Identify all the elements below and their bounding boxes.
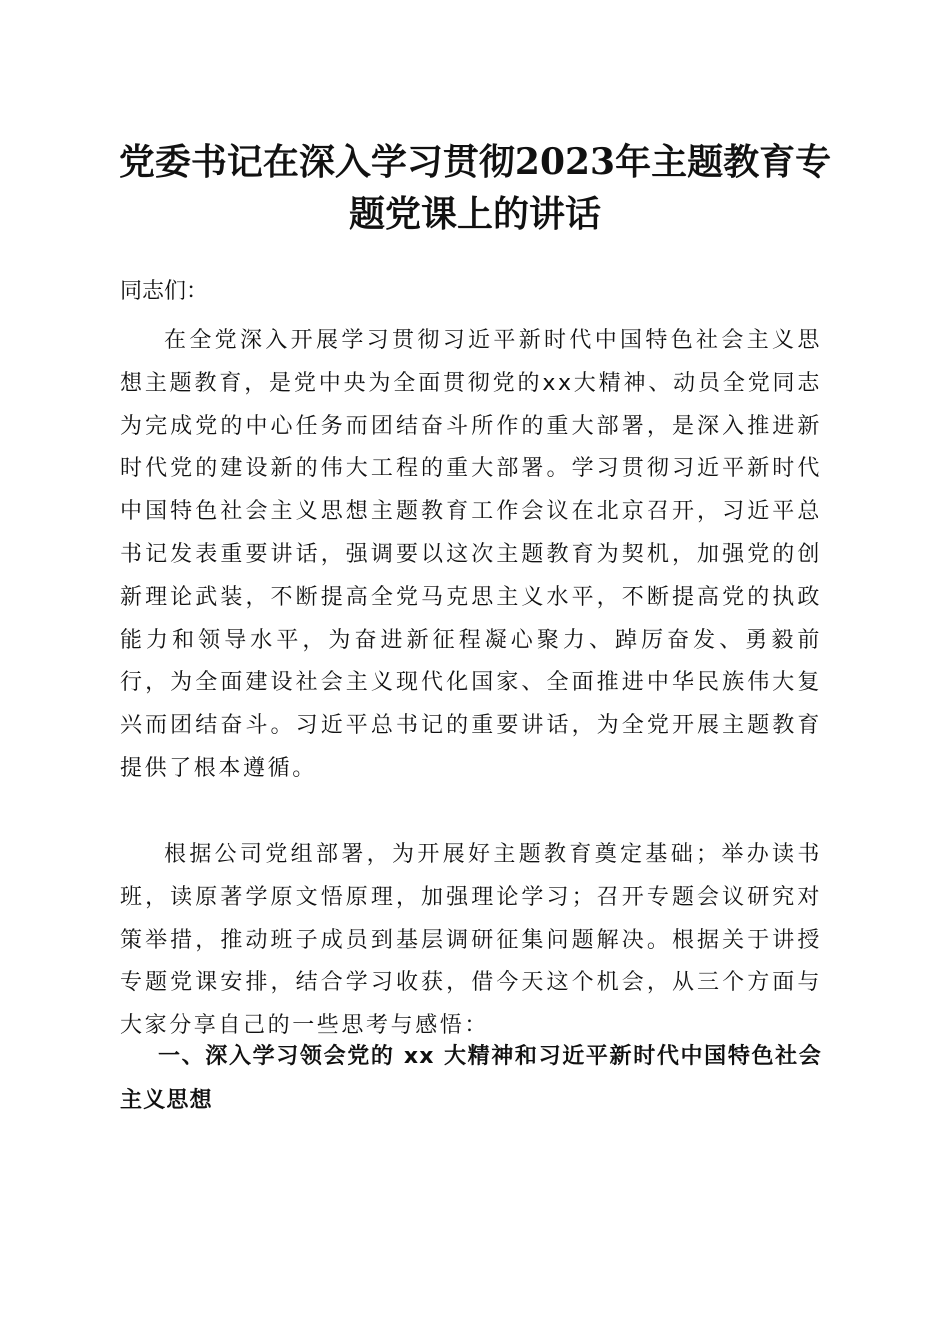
section-heading-1: 一、深入学习领会党的 xx 大精神和习近平新时代中国特色社会主义思想 (120, 1044, 822, 1113)
body-paragraph-1: 在全党深入开展学习贯彻习近平新时代中国特色社会主义思想主题教育，是党中央为全面贯彻党的xx大精神、动员全党同志为完成党的中心任务而团结奋斗所作的重大部署，是深入推进新时代党的建设新的伟大工程的重大部署。学习贯彻习近平新时代中国特色社会主义思想主题教育工作会议在北京召开，习近平总书记发表重要讲话，强调要以这次主题教育为契机，加强党的创新理论武装，不断提高全党马克思主义水平，不断提高党的执政能力和领导水平，为奋进新征程凝心聚力、踔厉奋发、勇毅前行，为全面建设社会主义现代化国家、全面推进中华民族伟大复兴而团结奋斗。习近平总书记的重要讲话，为全党开展主题教育提供了根本遵循。 (120, 328, 822, 781)
document-title: 党委书记在深入学习贯彻2023年主题教育专题党课上的讲话 (118, 141, 832, 235)
salutation: 同志们： (120, 279, 209, 304)
body-paragraph-2: 根据公司党组部署，为开展好主题教育奠定基础；举办读书班，读原著学原文悟原理，加强理论学习；召开专题会议研究对策举措，推动班子成员到基层调研征集问题解决。根据关于讲授专题党课安排，结合学习收获，借今天这个机会，从三个方面与大家分享自己的一些思考与感悟： (120, 842, 822, 1039)
